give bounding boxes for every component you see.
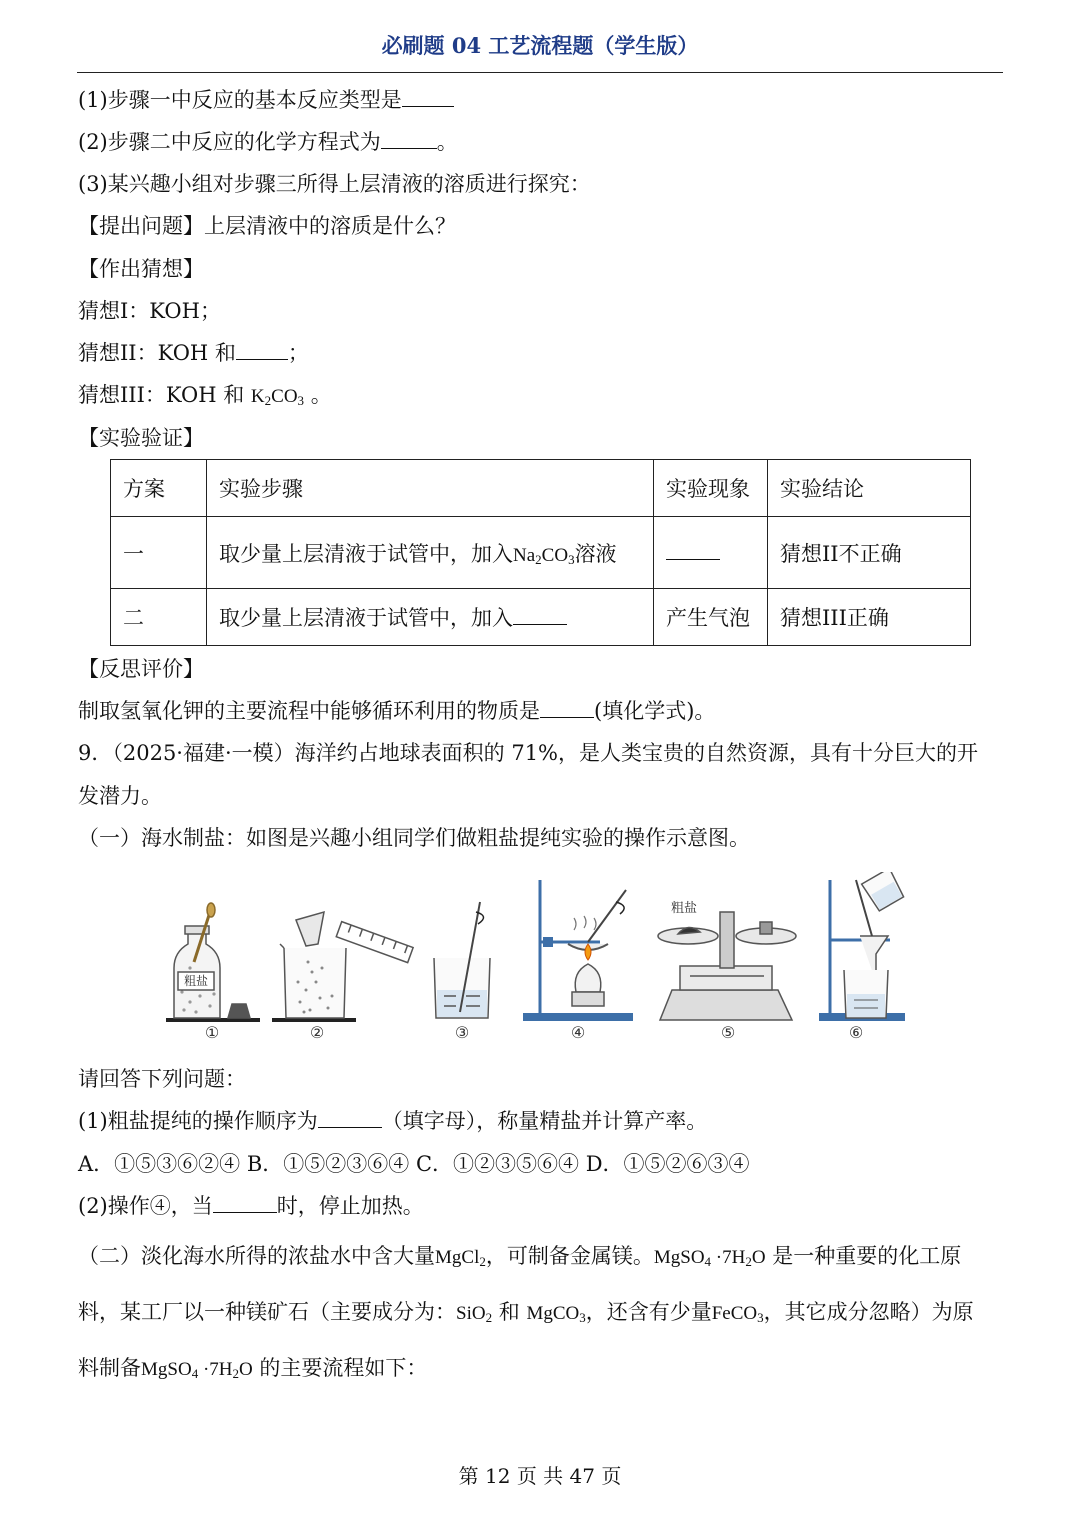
step-number: ① — [204, 1023, 220, 1042]
table-cell-conclusion: 猜想II不正确 — [768, 517, 971, 589]
sub-question-2-text: (2)操作④，当 — [78, 1194, 213, 1218]
table-cell-phenomenon: 产生气泡 — [654, 589, 768, 646]
table-cell-step: 取少量上层清液于试管中，加入$Na_2CO_3$溶液 — [207, 517, 654, 589]
reflect-question-text: 制取氢氧化钾的主要流程中能够循环利用的物质是 — [78, 699, 540, 723]
table-cell-plan: 二 — [111, 589, 207, 646]
sub-question-2 — [78, 1191, 424, 1221]
reflect-title: 【反思评价】 — [78, 657, 204, 681]
sub-question-1-end: （填字母），称量精盐并计算产率。 — [381, 1109, 708, 1133]
question-3: (3)某兴趣小组对步骤三所得上层清液的溶质进行探究： — [78, 172, 591, 196]
answer-blank-order[interactable] — [318, 1109, 382, 1128]
table-cell-step: 取少量上层清液于试管中，加入 — [207, 589, 654, 646]
question-9-line-1: 9．（2025·福建·一模）海洋约占地球表面积的 71%，是人类宝贵的自然资源，具有十分巨大的开 — [78, 741, 979, 765]
answer-blank-reagent[interactable] — [513, 606, 567, 625]
formula-mgso4-7h2o: MgSO$_4$ $\cdot 7H_2O$ — [141, 1359, 253, 1381]
part-2-line-2: 料，某工厂以一种镁矿石（主要成分为：SiO$_2$ 和 MgCO$_3$，还含有少量FeCO$_3$，其它成分忽略）为原 — [78, 1300, 974, 1325]
answer-blank-2[interactable] — [381, 130, 437, 149]
answer-options: A．①⑤③⑥②④ B．①⑤②③⑥④ C．①②③⑤⑥④ D．①⑤②⑥③④ — [78, 1152, 750, 1176]
reflect-question-end: (填化学式)。 — [594, 699, 716, 723]
page-header-title: 必刷题 04 工艺流程题（学生版） — [381, 33, 699, 58]
experiment-table — [110, 459, 971, 646]
answer-blank-1[interactable] — [402, 88, 454, 107]
table-cell-plan: 一 — [111, 517, 207, 589]
scale-label: 粗盐 — [670, 901, 698, 916]
question-2 — [78, 127, 458, 157]
table-header-cell: 实验现象 — [654, 460, 768, 517]
question-1 — [78, 85, 454, 115]
step-number: ④ — [570, 1023, 586, 1042]
sub-question-1-text: (1)粗盐提纯的操作顺序为 — [78, 1109, 318, 1133]
step-4-evaporation — [524, 880, 632, 1020]
jar-label: 粗盐 — [183, 974, 209, 988]
question-2-end: 。 — [436, 130, 458, 154]
guess-3-text: 猜想III：KOH 和 — [78, 383, 245, 407]
formula-mgco3: MgCO$_3$ — [526, 1303, 586, 1325]
step-3-stirring — [434, 902, 490, 1018]
question-1-text: (1)步骤一中反应的基本反应类型是 — [78, 88, 402, 112]
reflect-question — [78, 696, 715, 726]
formula-k2co3: $K_2CO_3$ — [250, 386, 305, 408]
step-number: ② — [309, 1023, 325, 1042]
step-1-reagent-jar — [166, 903, 260, 1020]
table-cell-phenomenon — [654, 517, 768, 589]
part-2-line-3: 料制备MgSO$_4$ $\cdot 7H_2O$ 的主要流程如下： — [78, 1356, 428, 1381]
table-cell-conclusion: 猜想III正确 — [768, 589, 971, 646]
table-header-row — [111, 460, 971, 517]
question-9-line-2: 发潜力。 — [78, 784, 162, 808]
raise-question: 【提出问题】上层清液中的溶质是什么？ — [78, 214, 456, 238]
guess-2-text: 猜想II：KOH 和 — [78, 341, 236, 365]
answer-blank-recycle[interactable] — [540, 699, 594, 718]
table-row — [111, 517, 971, 589]
answer-blank-heating[interactable] — [213, 1194, 277, 1213]
step-6-filtration — [820, 872, 905, 1020]
question-2-text: (2)步骤二中反应的化学方程式为 — [78, 130, 381, 154]
header-divider — [77, 72, 1003, 73]
step-2-dissolving — [272, 912, 413, 1020]
sub-question-1 — [78, 1106, 707, 1136]
step-number: ⑤ — [720, 1023, 736, 1042]
table-header-cell: 实验步骤 — [207, 460, 654, 517]
table-row — [111, 589, 971, 646]
formula-feco3: FeCO$_3$ — [711, 1303, 764, 1325]
formula-sio2: SiO$_2$ — [456, 1303, 493, 1325]
step-5-weighing — [658, 912, 796, 1020]
please-answer: 请回答下列问题： — [78, 1067, 246, 1091]
guess-title: 【作出猜想】 — [78, 257, 204, 281]
salt-purification-figure — [160, 872, 905, 1044]
formula-mgcl2: MgCl$_2$ — [435, 1247, 486, 1269]
formula-mgso4-7h2o: MgSO$_4$ $\cdot 7H_2O$ — [653, 1247, 766, 1269]
table-header-cell: 方案 — [111, 460, 207, 517]
guess-3-end: 。 — [304, 383, 332, 407]
verify-title: 【实验验证】 — [78, 426, 204, 450]
guess-1: 猜想I：KOH； — [78, 299, 221, 323]
formula-na2co3: $Na_2CO_3$ — [513, 544, 575, 567]
guess-2 — [78, 338, 309, 368]
part-2-line-1: （二）淡化海水所得的浓盐水中含大量MgCl$_2$，可制备金属镁。MgSO$_4$ $\cdot 7H_2O$ 是一种重要的化工原 — [78, 1244, 962, 1269]
step-number: ③ — [454, 1023, 470, 1042]
table-header-cell: 实验结论 — [768, 460, 971, 517]
page-number: 第 12 页 共 47 页 — [458, 1464, 622, 1488]
sub-question-2-end: 时，停止加热。 — [276, 1194, 424, 1218]
answer-blank-guess-2[interactable] — [236, 341, 288, 360]
step-number: ⑥ — [848, 1023, 864, 1042]
answer-blank-phenomenon[interactable] — [666, 541, 720, 560]
guess-3 — [78, 380, 332, 412]
guess-2-end: ； — [287, 341, 309, 365]
part-1-intro: （一）海水制盐：如图是兴趣小组同学们做粗盐提纯实验的操作示意图。 — [78, 826, 750, 850]
